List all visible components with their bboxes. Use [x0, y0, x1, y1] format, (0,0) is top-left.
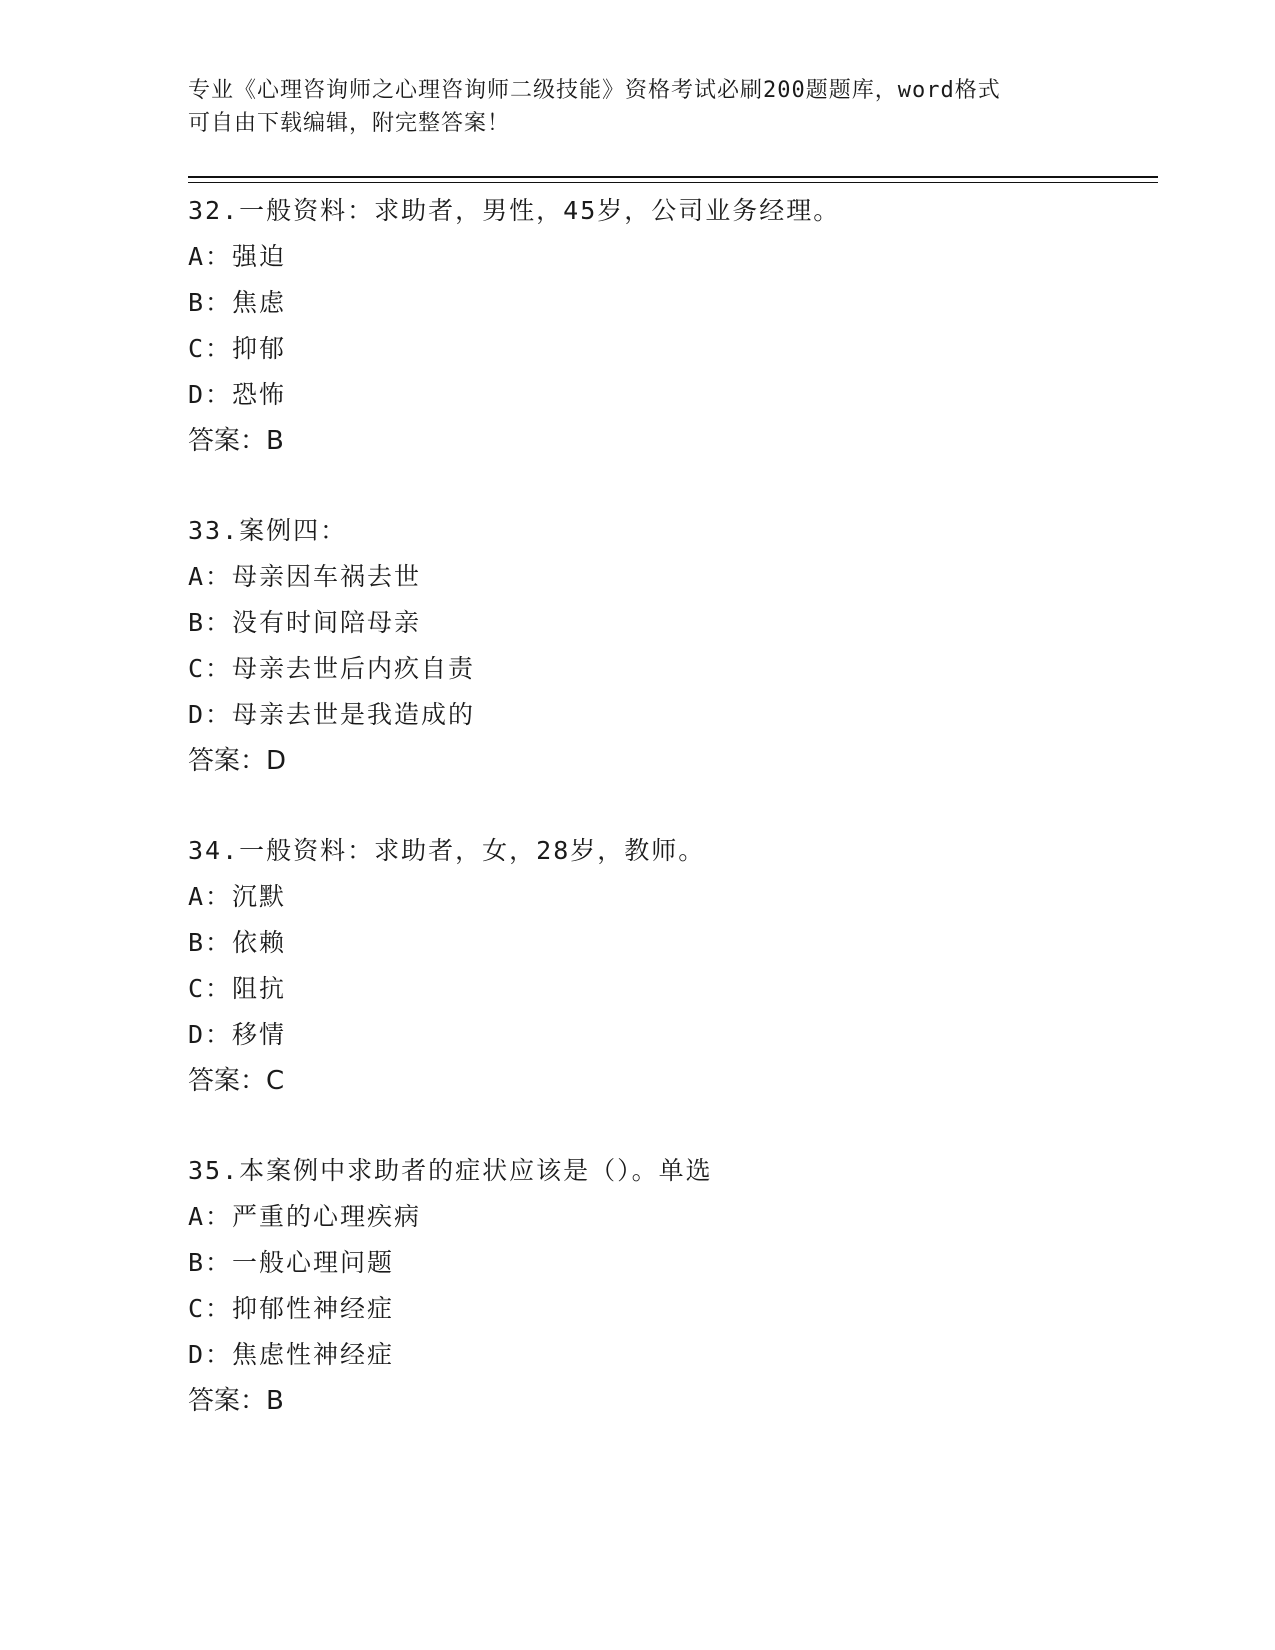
question-35	[188, 1148, 1158, 1424]
option-c: C：阻抗	[188, 974, 287, 1003]
option-d: D：焦虑性神经症	[188, 1340, 395, 1369]
answer: 答案：C	[188, 1066, 285, 1096]
option-c: C：母亲去世后内疚自责	[188, 654, 476, 683]
question-stem: 35.本案例中求助者的症状应该是（）。单选	[188, 1156, 713, 1185]
option-a: A：沉默	[188, 882, 287, 911]
option-d: D：母亲去世是我造成的	[188, 700, 476, 729]
option-b: B：依赖	[188, 928, 287, 957]
question-stem: 34.一般资料：求助者，女，28岁，教师。	[188, 836, 706, 865]
header-line-1: 专业《心理咨询师之心理咨询师二级技能》资格考试必刷200题题库，word格式	[188, 78, 1001, 103]
document-header	[188, 74, 1068, 140]
question-list	[188, 188, 1158, 1468]
option-c: C：抑郁	[188, 334, 287, 363]
answer: 答案：D	[188, 746, 287, 776]
option-b: B：一般心理问题	[188, 1248, 395, 1277]
option-b: B：焦虑	[188, 288, 287, 317]
question-33	[188, 508, 1158, 784]
option-a: A：强迫	[188, 242, 287, 271]
question-stem: 33.案例四：	[188, 516, 348, 545]
option-a: A：严重的心理疾病	[188, 1202, 422, 1231]
question-34	[188, 828, 1158, 1104]
answer: 答案：B	[188, 426, 284, 456]
option-a: A：母亲因车祸去世	[188, 562, 422, 591]
answer: 答案：B	[188, 1386, 284, 1416]
option-d: D：恐怖	[188, 380, 287, 409]
question-32	[188, 188, 1158, 464]
option-c: C：抑郁性神经症	[188, 1294, 395, 1323]
header-divider-thin	[188, 182, 1158, 183]
header-divider-thick	[188, 176, 1158, 178]
question-stem: 32.一般资料：求助者，男性，45岁，公司业务经理。	[188, 196, 841, 225]
option-d: D：移情	[188, 1020, 287, 1049]
header-line-2: 可自由下载编辑，附完整答案！	[188, 111, 511, 136]
option-b: B：没有时间陪母亲	[188, 608, 422, 637]
